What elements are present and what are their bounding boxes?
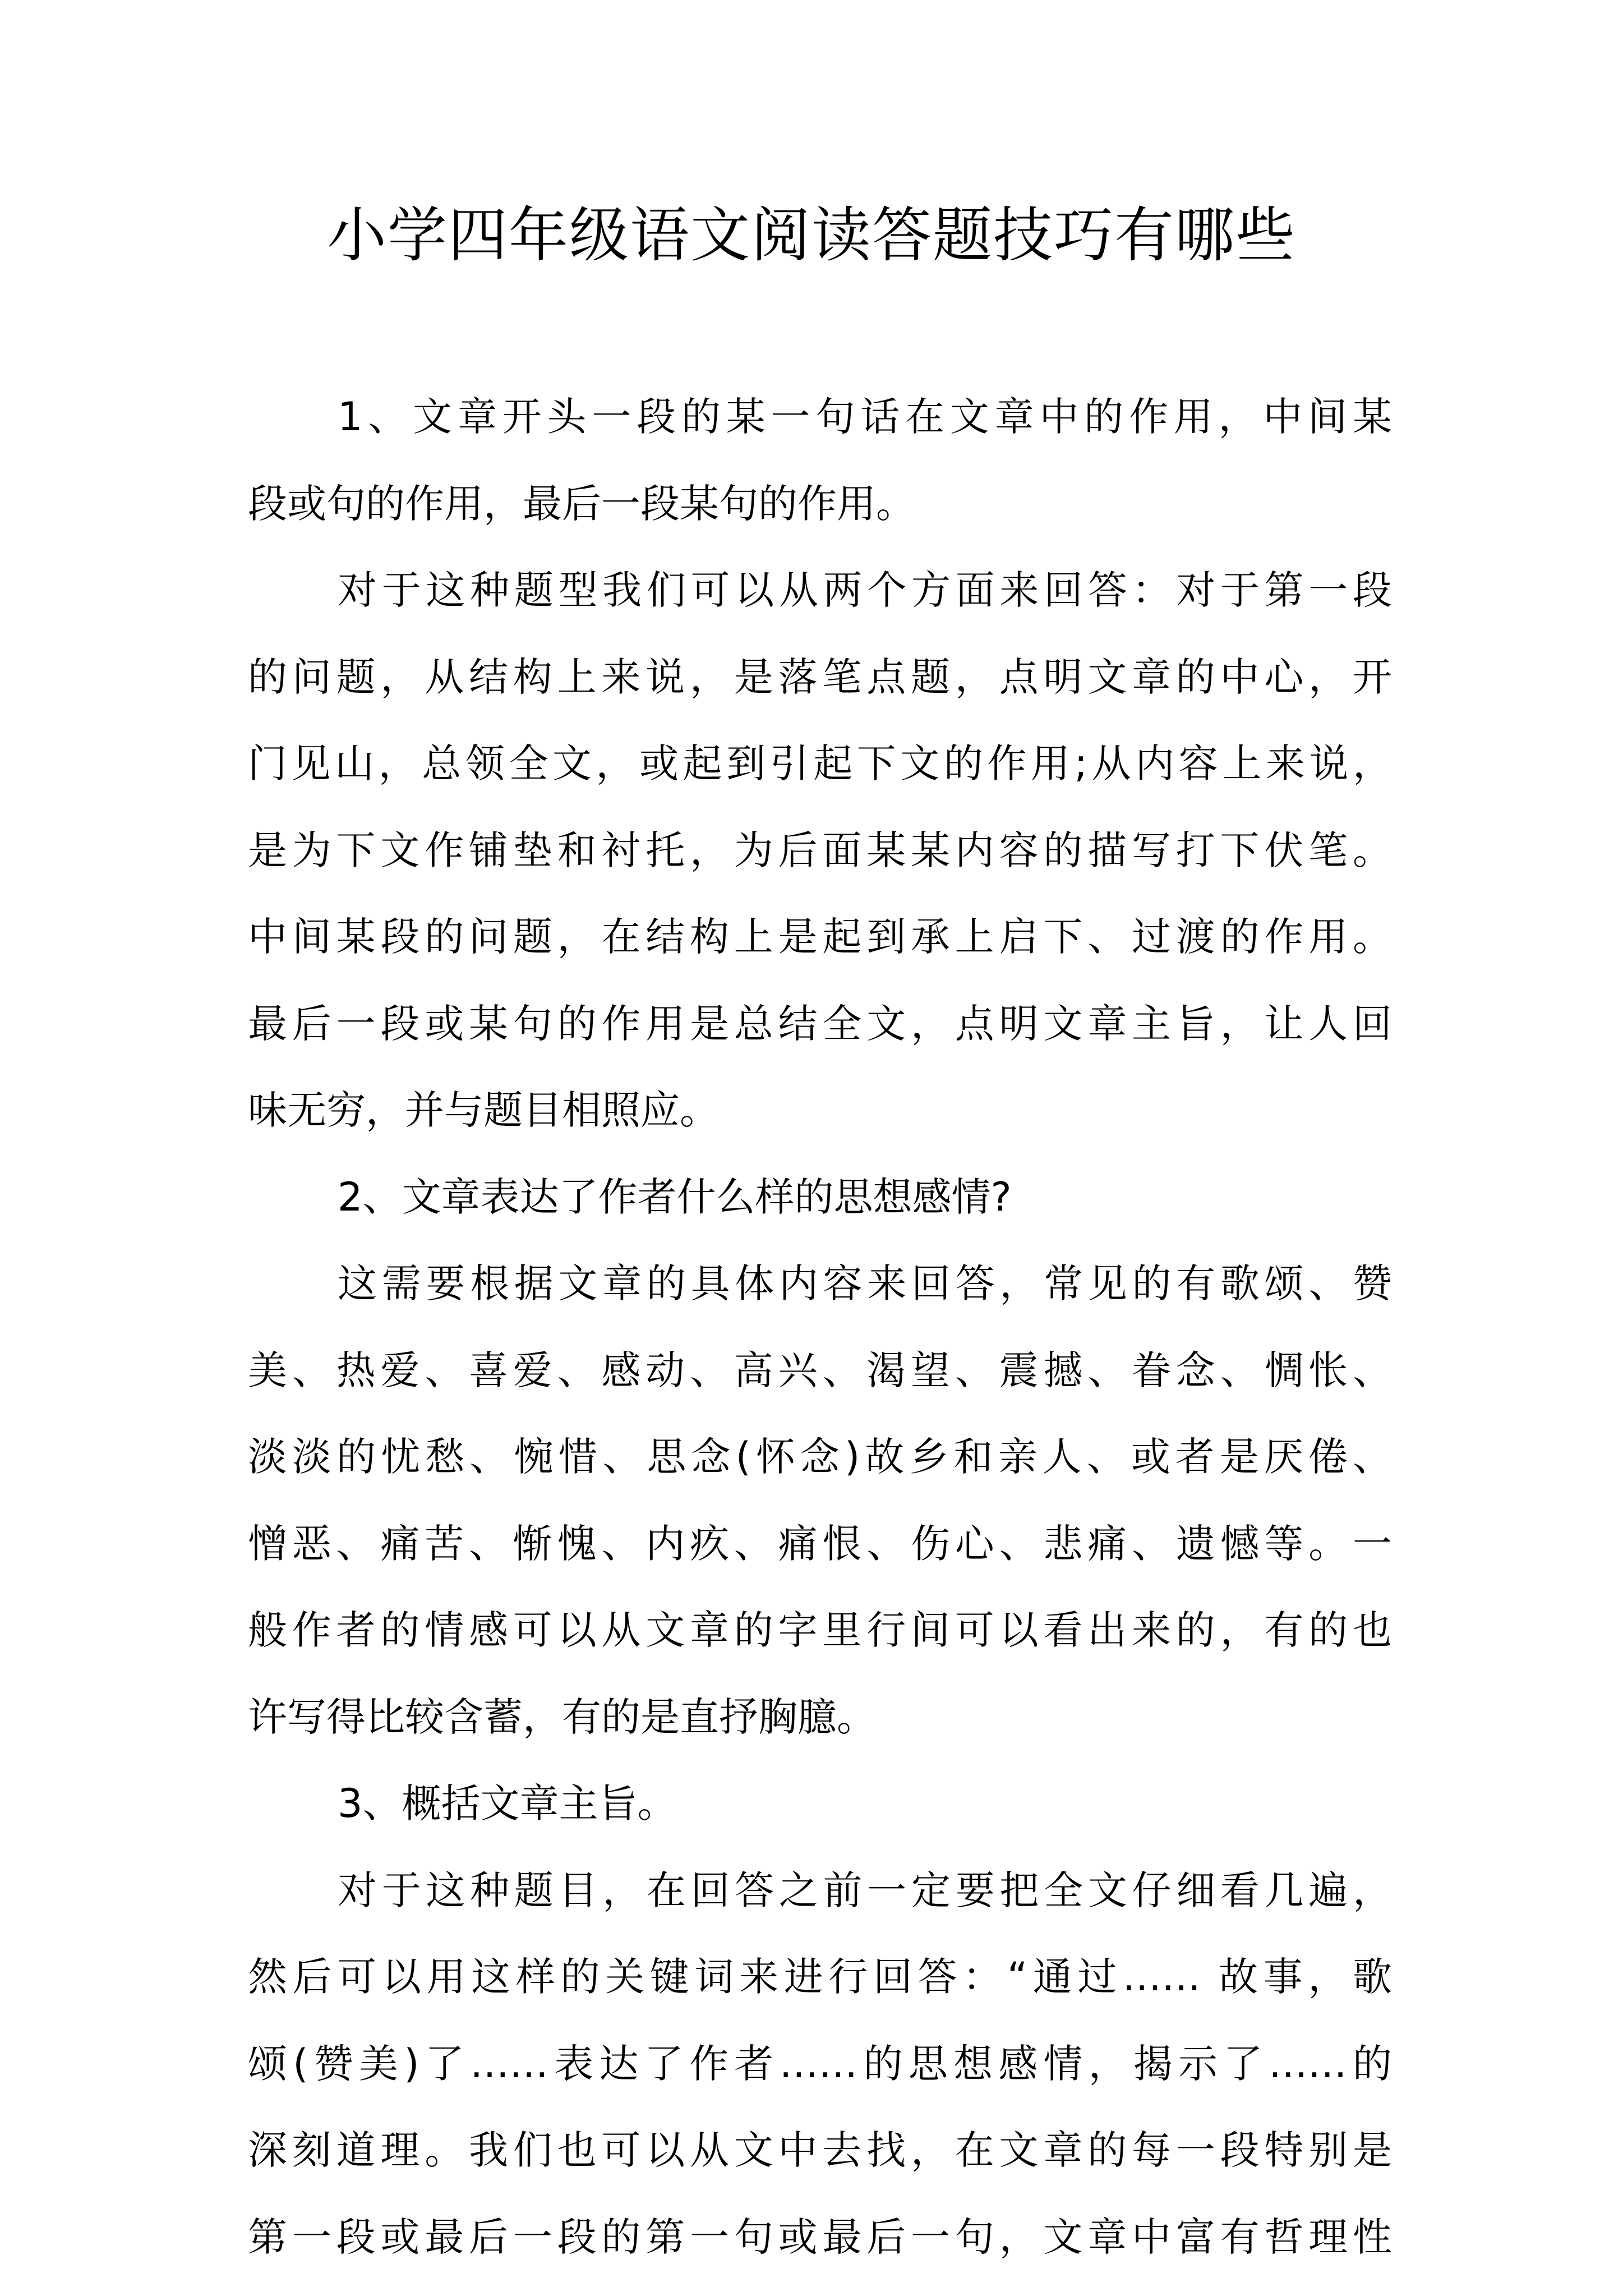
- body-line: 最后一段或某句的作用是总结全文，点明文章主旨，让人回: [248, 1000, 1392, 1047]
- body-line: 门见山，总领全文，或起到引起下文的作用;从内容上来说，: [248, 740, 1392, 786]
- body-line: 颂(赞美)了……表达了作者……的思想感情，揭示了……的: [248, 2040, 1392, 2087]
- body-line: 段或句的作用，最后一段某句的作用。: [248, 480, 915, 527]
- body-line: 般作者的情感可以从文章的字里行间可以看出来的，有的也: [248, 1607, 1392, 1653]
- body-line: 然后可以用这样的关键词来进行回答：“通过…… 故事，歌: [248, 1954, 1392, 2000]
- body-line: 美、热爱、喜爱、感动、高兴、渴望、震撼、眷念、惆怅、: [248, 1347, 1392, 1393]
- body-line: 3、概括文章主旨。: [338, 1780, 677, 1826]
- body-line: 味无穷，并与题目相照应。: [248, 1087, 719, 1133]
- body-line: 对于这种题目，在回答之前一定要把全文仔细看几遍，: [338, 1867, 1392, 1913]
- body-line: 的问题，从结构上来说，是落笔点题，点明文章的中心，开: [248, 654, 1392, 700]
- body-line: 中间某段的问题，在结构上是起到承上启下、过渡的作用。: [248, 914, 1392, 960]
- body-line: 第一段或最后一段的第一句或最后一句，文章中富有哲理性: [248, 2214, 1392, 2260]
- body-line: 深刻道理。我们也可以从文中去找，在文章的每一段特别是: [248, 2127, 1392, 2173]
- body-line: 许写得比较含蓄，有的是直抒胸臆。: [248, 1694, 876, 1740]
- body-line: 1、文章开头一段的某一句话在文章中的作用，中间某: [338, 394, 1392, 440]
- body-line: 憎恶、痛苦、惭愧、内疚、痛恨、伤心、悲痛、遗憾等。一: [248, 1520, 1392, 1567]
- body-line: 对于这种题型我们可以从两个方面来回答：对于第一段: [338, 567, 1392, 613]
- document-body: [248, 374, 1392, 2280]
- body-line: 是为下文作铺垫和衬托，为后面某某内容的描写打下伏笔。: [248, 827, 1392, 873]
- body-line: 2、文章表达了作者什么样的思想感情?: [338, 1174, 1012, 1220]
- document-title: 小学四年级语文阅读答题技巧有哪些: [327, 201, 1296, 270]
- body-line: 这需要根据文章的具体内容来回答，常见的有歌颂、赞: [338, 1260, 1392, 1306]
- body-line: 淡淡的忧愁、惋惜、思念(怀念)故乡和亲人、或者是厌倦、: [248, 1434, 1392, 1480]
